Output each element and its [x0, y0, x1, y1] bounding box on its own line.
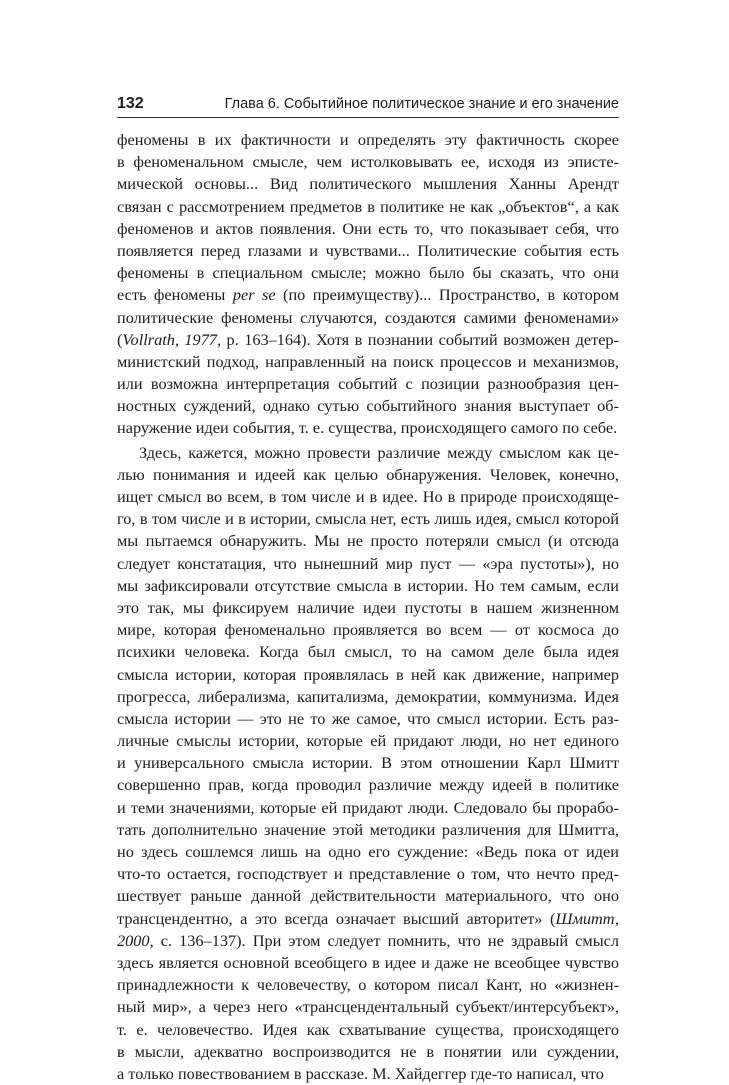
text-line: мире, которая феноменально проявляется во всем — от космоса до	[117, 620, 619, 640]
text-line: совершенно прав, когда проводил различие между идеей в политике	[117, 775, 619, 795]
text-line: смысла истории, которая проявлялась в ней как движение, например	[117, 664, 619, 684]
text-line: это так, мы фиксируем наличие идеи пустоты в нашем жизненном	[117, 597, 619, 617]
text-line: принадлежности к человечеству, о котором писал Кант, но «жизнен-	[117, 975, 619, 995]
chapter-title: Глава 6. Событийное политическое знание и его значение	[224, 96, 619, 112]
text-line: здесь является основной всеобщего в идее и даже не всеобщее чувство	[117, 952, 619, 972]
text-line: в мысли, адекватно воспроизводится не в понятии или суждении,	[117, 1041, 619, 1061]
text-line: ностных суждений, однако сутью событийного знания выступает об-	[117, 396, 619, 416]
text-line: шествует раньше данной действительности материального, что оно	[117, 886, 619, 906]
text-line: политические феномены случаются, создаются самими феноменами»	[117, 307, 619, 327]
text-line: и универсального смысла истории. В этом отношении Карл Шмитт	[117, 753, 619, 773]
text-line: есть феномены per se (по преимуществу)... Пространство, в котором	[117, 285, 619, 305]
text-line: связан с рассмотрением предметов в политике не как „объектов“, а как	[117, 196, 619, 216]
text-line: феноменов и актов появления. Они есть то, что показывает себя, что	[117, 218, 619, 238]
text-line: личные смыслы истории, которые ей придают люди, но нет единого	[117, 731, 619, 751]
text-line: министский подход, направленный на поиск процессов и механизмов,	[117, 351, 619, 371]
text-line: мы зафиксировали отсутствие смысла в истории. Но тем самым, если	[117, 575, 619, 595]
text-line: психики человека. Когда был смысл, то на самом деле была идея	[117, 642, 619, 662]
text-line: мической основы... Вид политического мышления Ханны Арендт	[117, 174, 619, 194]
text-line: наружение идеи события, т. е. существа, происходящего самого по себе.	[117, 418, 618, 438]
body-text	[117, 129, 619, 1085]
text-line: 2000, с. 136–137). При этом следует помнить, что не здравый смысл	[117, 930, 619, 950]
text-line: феномены в специальном смысле; можно было бы сказать, что они	[117, 263, 619, 283]
text-line: или возможна интерпретация событий с позиции разнообразия цен-	[117, 374, 619, 394]
text-line: ный мир», а через него «трансцендентальный субъект/интерсубъект»,	[117, 997, 619, 1017]
text-line: т. е. человечество. Идея как схватывание существа, происходящего	[117, 1019, 619, 1039]
text-line: лью понимания и идеей как целью обнаружения. Человек, конечно,	[117, 464, 619, 484]
text-line: трансцендентно, а это всегда означает высший авторитет» (Шмитт,	[117, 908, 619, 928]
text-line: Здесь, кажется, можно провести различие между смыслом как це-	[139, 442, 619, 462]
text-line: (Vollrath, 1977, р. 163–164). Хотя в познании событий возможен детер-	[117, 329, 619, 349]
text-line: появляется перед глазами и чувствами... Политические события есть	[117, 240, 619, 260]
text-line: го, в том числе и в истории, смысла нет, есть лишь идея, смысл которой	[117, 509, 619, 529]
text-line: феномены в их фактичности и определять эту фактичность скорее	[117, 130, 619, 149]
running-head	[117, 95, 619, 118]
text-line: но здесь сошлемся лишь на одно его суждение: «Ведь пока от идеи	[117, 842, 619, 861]
text-line: прогресса, либерализма, капитализма, демократии, коммунизма. Идея	[117, 686, 619, 706]
paragraph-2	[117, 442, 619, 1085]
paragraph-1	[117, 129, 619, 440]
page-number: 132	[117, 95, 144, 112]
text-line: что-то остается, господствует и представление о том, что нечто пред-	[117, 864, 619, 884]
text-line: мы пытаемся обнаружить. Мы не просто потеряли смысл (и отсюда	[117, 531, 619, 551]
text-line: в феноменальном смысле, чем истолковывать ее, исходя из эписте-	[117, 152, 619, 172]
text-line: а только повествованием в рассказе. М. Хайдеггер где-то написал, что	[117, 1063, 604, 1083]
text-line: смысла истории — это не то же самое, что смысл истории. Есть раз-	[117, 708, 619, 728]
text-line: ищет смысл во всем, в том числе и в идее. Но в природе происходяще-	[117, 487, 619, 506]
text-line: следует констатация, что нынешний мир пуст — «эра пустоты»), но	[117, 553, 619, 573]
text-line: и теми значениями, которые ей придают люди. Следовало бы прорабо-	[117, 797, 619, 817]
text-line: тать дополнительно значение этой методики различения для Шмитта,	[117, 819, 619, 839]
